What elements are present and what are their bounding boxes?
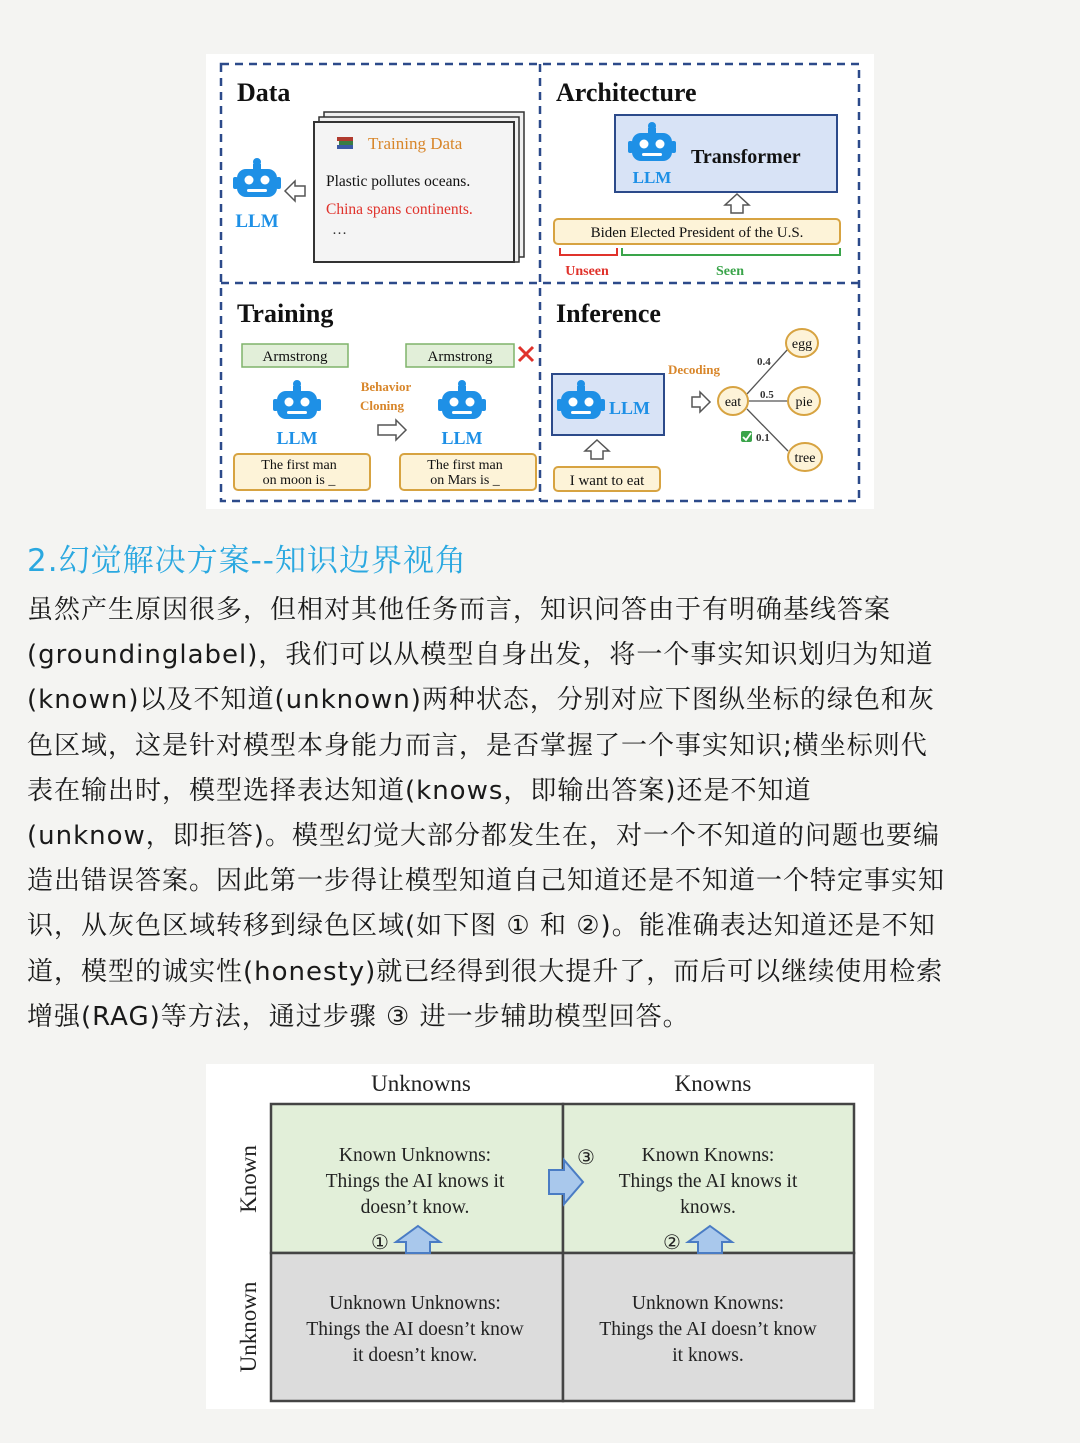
paragraph-line: 识，从灰色区域转移到绿色区域(如下图 ① 和 ②)。能准确表达知道还是不知 (27, 911, 936, 942)
behavior-label-2: Cloning (359, 398, 405, 413)
left-prompt-line-1: The first man (261, 458, 337, 473)
behavior-label-1: Behavior (360, 379, 412, 394)
knowledge-quadrant-diagram (206, 1064, 874, 1409)
row-header-unknown: Unknown (236, 1281, 261, 1373)
overview-diagram (206, 54, 874, 509)
right-prompt-line-1: The first man (427, 458, 503, 473)
row-header-known: Known (236, 1145, 261, 1213)
arrow-right-icon (378, 420, 406, 440)
node-pie-label: pie (795, 395, 813, 410)
paragraph-line: 道，模型的诚实性(honesty)就已经得到很大提升了，而后可以继续使用检索 (27, 956, 944, 987)
training-data-line-2: China spans continents. (326, 201, 473, 218)
wrong-x-icon (519, 347, 533, 361)
paragraph-line: 增强(RAG)等方法，通过步骤 ③ 进一步辅助模型回答。 (27, 1001, 690, 1032)
paragraph-line: 表在输出时，模型选择表达知道(knows，即输出答案)还是不知道 (27, 775, 812, 806)
training-panel-title: Training (237, 299, 334, 328)
unseen-bracket (560, 248, 617, 255)
col-header-unknowns: Unknowns (371, 1071, 471, 1096)
training-data-ellipsis: … (332, 222, 347, 238)
inference-prompt-text: I want to eat (569, 473, 645, 489)
col-header-knowns: Knowns (674, 1071, 752, 1096)
left-prompt-line-2: on moon is _ (262, 473, 336, 488)
seen-bracket (622, 248, 840, 255)
paragraph-line: 色区域，这是针对模型本身能力而言，是否掌握了一个事实知识;横坐标则代 (27, 730, 928, 761)
unseen-label: Unseen (565, 264, 609, 279)
robot-icon (233, 158, 281, 197)
architecture-llm-label: LLM (632, 168, 672, 187)
training-left-llm: LLM (276, 428, 318, 448)
paragraph-line: (unknow，即拒答)。模型幻觉大部分都发生在，对一个不知道的问题也要编 (27, 821, 940, 852)
inference-llm-label: LLM (609, 398, 651, 418)
left-answer-text: Armstrong (262, 349, 328, 365)
architecture-panel-title: Architecture (556, 78, 697, 107)
q-tl-line-3: doesn’t know. (360, 1197, 470, 1218)
decoding-label: Decoding (668, 362, 720, 377)
paragraph-line: 造出错误答案。因此第一步得让模型知道自己知道还是不知道一个特定事实知 (27, 866, 946, 897)
data-panel (233, 78, 524, 262)
arrow-right-icon (692, 392, 710, 412)
section-title: 2.幻觉解决方案--知识边界视角 (27, 543, 467, 579)
q-br-line-2: Things the AI doesn’t know (599, 1319, 817, 1340)
right-prompt-line-2: on Mars is _ (430, 473, 500, 488)
step-2-label: ② (663, 1232, 681, 1254)
training-data-title: Training Data (368, 134, 463, 153)
robot-icon (438, 380, 486, 419)
training-data-line-1: Plastic pollutes oceans. (326, 173, 471, 190)
q-br-line-3: it knows. (672, 1345, 744, 1366)
node-tree-label: tree (794, 451, 816, 466)
paragraph-line: 虽然产生原因很多，但相对其他任务而言，知识问答由于有明确基线答案 (27, 595, 892, 625)
q-tl-line-2: Things the AI knows it (325, 1171, 505, 1192)
inference-panel-title: Inference (556, 299, 661, 328)
q-tr-line-1: Known Knowns: (641, 1145, 775, 1166)
prob-egg: 0.4 (757, 356, 771, 368)
step-3-label: ③ (577, 1147, 595, 1169)
prob-tree: 0.1 (756, 432, 770, 444)
step-1-label: ① (371, 1232, 389, 1254)
sentence-text: Biden Elected President of the U.S. (590, 225, 804, 241)
architecture-panel (554, 78, 840, 279)
edge-tree (747, 409, 788, 451)
right-answer-text: Armstrong (427, 349, 493, 365)
data-panel-title: Data (237, 78, 291, 107)
prob-pie: 0.5 (760, 389, 774, 401)
robot-icon (273, 380, 321, 419)
arrow-up-icon (725, 194, 749, 213)
training-panel (234, 299, 536, 490)
knowledge-quadrant-figure (206, 1064, 874, 1409)
arrow-up-icon (585, 440, 609, 459)
node-eat-label: eat (724, 395, 742, 410)
q-br-line-1: Unknown Knowns: (631, 1293, 785, 1314)
paragraph-line: (groundinglabel)，我们可以从模型自身出发，将一个事实知识划归为知道 (27, 640, 934, 671)
q-bl-line-1: Unknown Unknowns: (329, 1293, 501, 1314)
seen-label: Seen (716, 264, 744, 279)
body-paragraph (27, 588, 1057, 1040)
q-tr-line-3: knows. (680, 1197, 736, 1218)
q-bl-line-3: it doesn’t know. (352, 1345, 478, 1366)
transformer-label: Transformer (691, 146, 801, 168)
overview-figure (206, 54, 874, 509)
arrow-left-icon (285, 181, 305, 201)
books-icon (337, 137, 353, 149)
q-tl-line-1: Known Unknowns: (338, 1145, 492, 1166)
data-llm-label: LLM (235, 211, 279, 232)
q-tr-line-2: Things the AI knows it (618, 1171, 798, 1192)
training-right-llm: LLM (441, 428, 483, 448)
node-egg-label: egg (791, 337, 813, 352)
q-bl-line-2: Things the AI doesn’t know (306, 1319, 524, 1340)
paragraph-line: (known)以及不知道(unknown)两种状态，分别对应下图纵坐标的绿色和灰 (27, 685, 935, 716)
inference-panel (552, 299, 822, 491)
